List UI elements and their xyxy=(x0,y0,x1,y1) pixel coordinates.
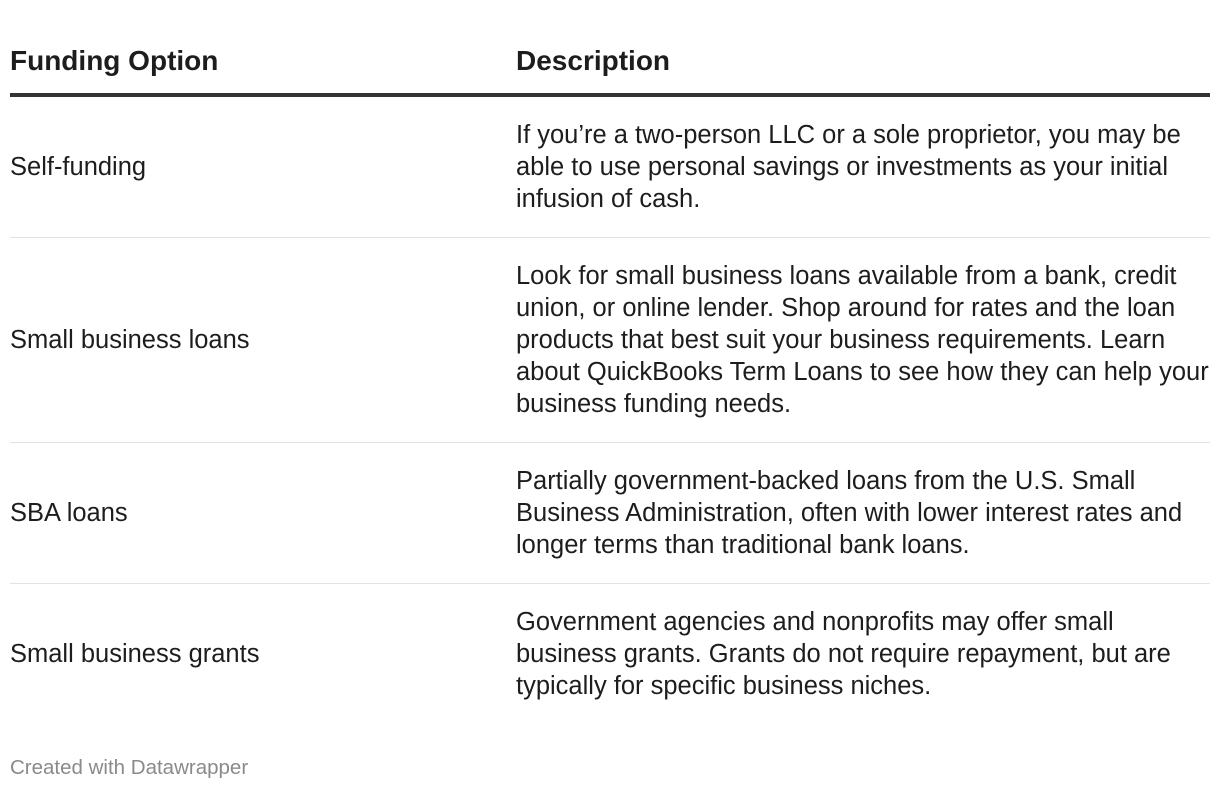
cell-description: Look for small business loans available from a bank, credit union, or online lender. Shop around for rates and the loan products that best suit your business requirements. Learn about QuickBooks Term Loans to see how they can help your business funding needs. xyxy=(516,238,1210,443)
cell-description: Partially government-backed loans from the U.S. Small Business Administration, often with lower interest rates and longer terms than traditional bank loans. xyxy=(516,443,1210,584)
table-row xyxy=(10,443,1210,584)
table-header xyxy=(10,36,1210,95)
cell-funding-option: Small business loans xyxy=(10,238,516,443)
funding-options-table-container xyxy=(10,36,1210,724)
header-funding-option: Funding Option xyxy=(10,36,516,95)
table-row xyxy=(10,584,1210,725)
header-row xyxy=(10,36,1210,95)
cell-funding-option: Small business grants xyxy=(10,640,260,668)
funding-options-table xyxy=(10,36,1210,724)
datawrapper-credit[interactable]: Created with Datawrapper xyxy=(10,756,249,779)
table-row xyxy=(10,95,1210,238)
cell-description: Government agencies and nonprofits may offer small business grants. Grants do not require repayment, but are typically for specific business niches. xyxy=(516,608,1171,700)
cell-description: If you’re a two-person LLC or a sole proprietor, you may be able to use personal savings or investments as your initial infusion of cash. xyxy=(516,95,1210,238)
cell-funding-option: SBA loans xyxy=(10,443,516,584)
table-body xyxy=(10,95,1210,724)
header-description: Description xyxy=(516,36,1210,95)
table-row xyxy=(10,238,1210,443)
cell-funding-option: Self-funding xyxy=(10,95,516,238)
